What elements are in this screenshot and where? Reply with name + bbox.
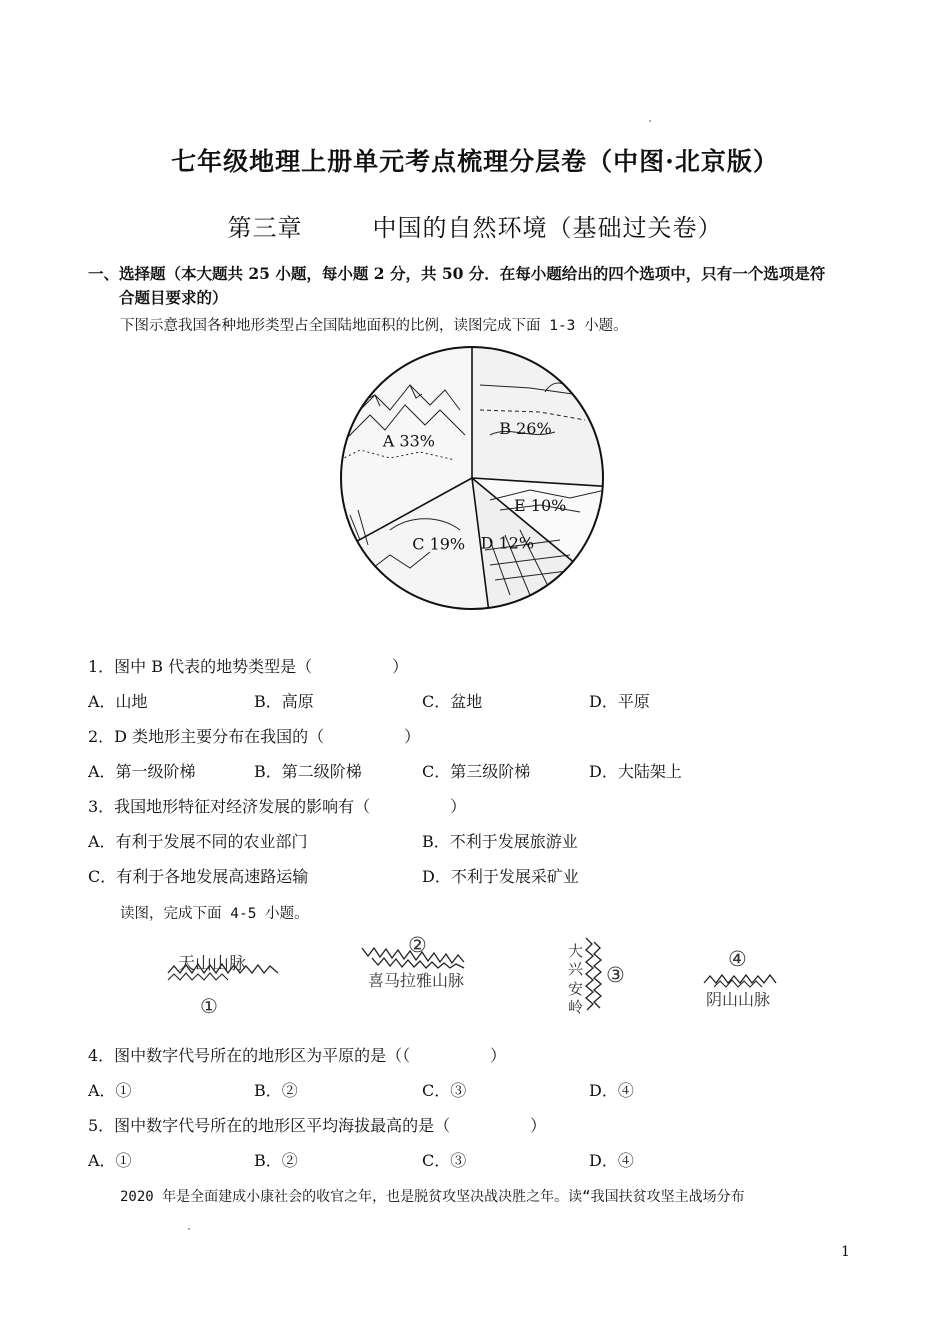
terrain-pie-chart	[330, 340, 620, 620]
scan-dot	[188, 1228, 190, 1230]
question-4: 4．图中数字代号所在的地形区为平原的是（（ ）	[88, 1046, 507, 1065]
q5-option-c[interactable]: C．③	[422, 1151, 467, 1170]
q1-option-b[interactable]: B．高原	[254, 692, 314, 711]
section-heading-line1: 一、选择题（本大题共 25 小题，每小题 2 分，共 50 分．在每小题给出的四个选项中，只有一个选项是符	[88, 264, 826, 283]
q5-option-a[interactable]: A．①	[88, 1151, 132, 1170]
himalaya-range	[362, 933, 464, 990]
question-5: 5．图中数字代号所在的地形区平均海拔最高的是（ ）	[88, 1116, 547, 1135]
q3-option-b[interactable]: B．不利于发展旅游业	[422, 832, 578, 851]
question-3: 3．我国地形特征对经济发展的影响有（ ）	[88, 797, 467, 816]
q4-option-c[interactable]: C．③	[422, 1081, 467, 1100]
question-1: 1．图中 B 代表的地势类型是（ ）	[88, 657, 409, 676]
q4-option-b[interactable]: B．②	[254, 1081, 298, 1100]
section-heading	[88, 262, 878, 310]
intro-question-4-5: 读图，完成下面 4-5 小题。	[120, 906, 309, 922]
pie-label-c: C 19%	[412, 534, 466, 554]
intro-next-passage: 2020 年是全面建成小康社会的收官之年，也是脱贫攻坚决战决胜之年。读“我国扶贫攻坚主战场分布	[120, 1189, 745, 1205]
question-2: 2．D 类地形主要分布在我国的（ ）	[88, 727, 421, 746]
q1-option-a[interactable]: A．山地	[88, 692, 148, 711]
yinshan-number: ④	[728, 947, 747, 971]
himalaya-label: 喜马拉雅山脉	[368, 971, 465, 990]
q4-option-a[interactable]: A．①	[88, 1081, 132, 1100]
section-heading-line2: 合题目要求的）	[119, 288, 228, 307]
pie-label-d: D 12%	[480, 533, 535, 553]
scan-dot	[649, 120, 651, 122]
q3-option-c[interactable]: C．有利于各地发展高速路运输	[88, 867, 309, 886]
q5-option-d[interactable]: D．④	[589, 1151, 634, 1170]
mountain-ranges-figure	[160, 928, 800, 1020]
daxinganling-char-2: 兴	[568, 960, 584, 978]
chapter-number: 第三章	[227, 214, 303, 242]
q2-option-a[interactable]: A．第一级阶梯	[88, 762, 196, 781]
intro-question-1-3: 下图示意我国各种地形类型占全国陆地面积的比例，读图完成下面 1-3 小题。	[120, 318, 628, 334]
q2-option-c[interactable]: C．第三级阶梯	[422, 762, 531, 781]
pie-label-a: A 33%	[382, 431, 435, 451]
daxinganling-char-4: 岭	[568, 998, 584, 1016]
daxinganling-number: ③	[606, 963, 625, 987]
daxinganling-char-1: 大	[568, 942, 584, 960]
tianshan-number: ①	[200, 994, 218, 1018]
yinshan-range	[704, 947, 776, 1009]
q1-option-d[interactable]: D．平原	[589, 692, 650, 711]
q2-option-b[interactable]: B．第二级阶梯	[254, 762, 362, 781]
yinshan-label: 阴山山脉	[706, 990, 771, 1009]
q5-option-b[interactable]: B．②	[254, 1151, 298, 1170]
page-title: 七年级地理上册单元考点梳理分层卷（中图·北京版）	[171, 147, 779, 176]
q4-option-d[interactable]: D．④	[589, 1081, 634, 1100]
pie-label-e: E 10%	[514, 496, 567, 516]
q1-option-c[interactable]: C．盆地	[422, 692, 483, 711]
tianshan-label: 天山山脉	[178, 954, 246, 974]
chapter-name: 中国的自然环境（基础过关卷）	[372, 214, 723, 242]
himalaya-number: ②	[408, 933, 427, 957]
pie-slice-b	[472, 347, 603, 486]
chapter-title	[0, 208, 950, 243]
q3-option-d[interactable]: D．不利于发展采矿业	[422, 867, 579, 886]
q3-option-a[interactable]: A．有利于发展不同的农业部门	[88, 832, 308, 851]
q2-option-d[interactable]: D．大陆架上	[589, 762, 682, 781]
pie-label-b: B 26%	[499, 418, 552, 438]
daxinganling-char-3: 安	[568, 980, 584, 998]
page-number: 1	[841, 1244, 850, 1260]
tianshan-range	[168, 954, 278, 1018]
daxinganling-range	[568, 938, 625, 1016]
